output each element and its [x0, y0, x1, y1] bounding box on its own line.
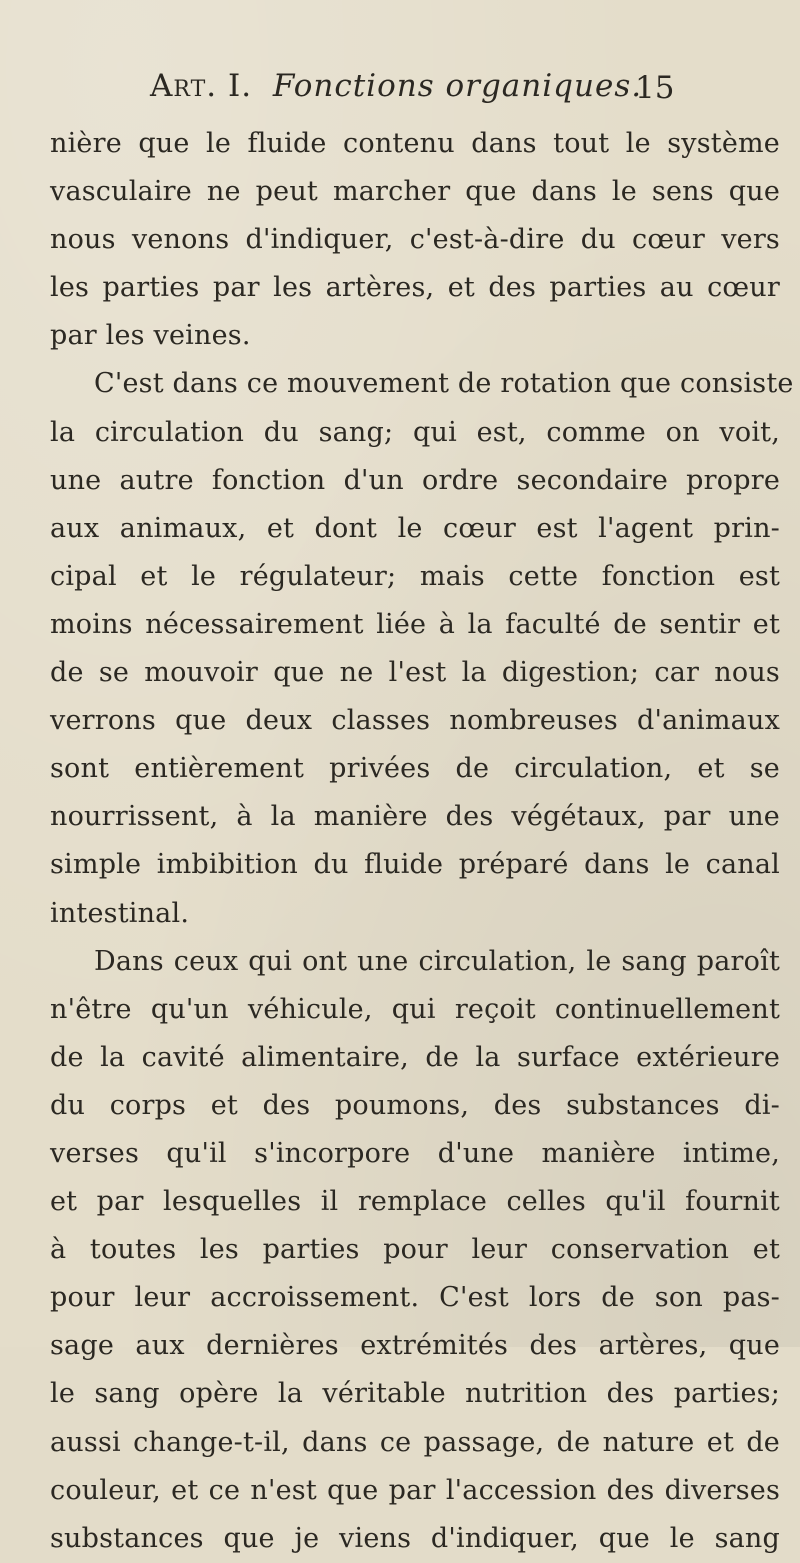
text-line: nourrissent, à la manière des végétaux, par une [50, 801, 780, 833]
text-line: aussi change-t-il, dans ce passage, de nature et de [50, 1426, 780, 1458]
text-line: pour leur accroissement. C'est lors de son pas- [50, 1282, 780, 1314]
page-number: 15 [635, 70, 675, 106]
text-line: une autre fonction d'un ordre secondaire propre [50, 464, 780, 496]
text-line: nous venons d'indiquer, c'est-à-dire du cœur vers [50, 224, 780, 256]
text-line: moins nécessairement liée à la faculté de sentir et [50, 608, 780, 640]
paragraph-start-line: C'est dans ce mouvement de rotation que consiste [94, 368, 794, 400]
text-line: et par lesquelles il remplace celles qu'il fournit [50, 1186, 780, 1218]
text-line: sage aux dernières extrémités des artères, que [50, 1330, 780, 1362]
body-text [50, 120, 794, 1563]
text-line: vasculaire ne peut marcher que dans le sens que [50, 176, 780, 208]
text-line: sont entièrement privées de circulation, et se [50, 753, 780, 785]
text-line: verrons que deux classes nombreuses d'animaux [50, 705, 780, 737]
text-line: substances que je viens d'indiquer, que le sang [50, 1522, 780, 1554]
chapter-title: Fonctions organiques. [272, 68, 643, 104]
text-line: à toutes les parties pour leur conservation et [50, 1234, 780, 1266]
text-line: le sang opère la véritable nutrition des parties; [50, 1378, 780, 1410]
article-number: Art. I. [150, 68, 253, 104]
text-line: de se mouvoir que ne l'est la digestion; car nous [50, 657, 780, 689]
text-line: n'être qu'un véhicule, qui reçoit continuellement [50, 993, 780, 1025]
paragraph-start-line: Dans ceux qui ont une circulation, le sang paroît [94, 945, 780, 977]
text-line: nière que le fluide contenu dans tout le système [50, 128, 780, 159]
running-head [150, 68, 643, 108]
text-line: la circulation du sang; qui est, comme on voit, [50, 416, 780, 448]
text-line: du corps et des poumons, des substances di- [50, 1089, 780, 1121]
text-line: intestinal. [50, 897, 190, 929]
text-line: cipal et le régulateur; mais cette fonction est [50, 560, 780, 592]
text-line: de la cavité alimentaire, de la surface extérieure [50, 1041, 780, 1073]
text-line: par les veines. [50, 320, 251, 352]
text-line: verses qu'il s'incorpore d'une manière intime, [50, 1137, 780, 1169]
text-line: aux animaux, et dont le cœur est l'agent prin- [50, 512, 780, 544]
text-line: simple imbibition du fluide préparé dans le canal [50, 849, 780, 881]
text-line: les parties par les artères, et des parties au cœur [50, 272, 780, 304]
text-line: couleur, et ce n'est que par l'accession des diverses [50, 1474, 780, 1506]
